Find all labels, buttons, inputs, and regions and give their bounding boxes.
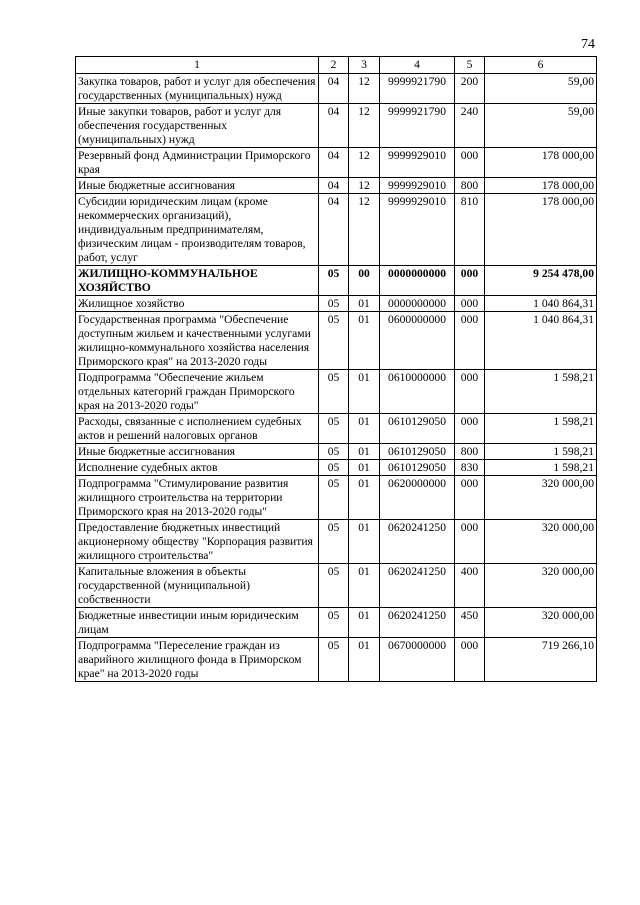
row-section-cell: 04 <box>319 104 349 148</box>
row-amount-cell: 59,00 <box>485 104 597 148</box>
row-amount-cell: 1 040 864,31 <box>485 296 597 312</box>
row-amount-cell: 320 000,00 <box>485 564 597 608</box>
row-name-cell: Исполнение судебных актов <box>76 460 319 476</box>
row-name-cell: ЖИЛИЩНО-КОММУНАЛЬНОЕ ХОЗЯЙСТВО <box>76 266 319 296</box>
row-amount-cell: 320 000,00 <box>485 520 597 564</box>
row-expense-type-cell: 800 <box>455 178 485 194</box>
row-section-cell: 04 <box>319 178 349 194</box>
row-target-article-cell: 0600000000 <box>380 312 455 370</box>
table-header-row <box>76 57 597 74</box>
table-row <box>76 312 597 370</box>
row-target-article-cell: 0610129050 <box>380 460 455 476</box>
row-section-cell: 05 <box>319 460 349 476</box>
table-row <box>76 460 597 476</box>
row-name-cell: Иные бюджетные ассигнования <box>76 444 319 460</box>
row-expense-type-cell: 200 <box>455 74 485 104</box>
table-row <box>76 564 597 608</box>
row-name-cell: Иные бюджетные ассигнования <box>76 178 319 194</box>
row-target-article-cell: 0620000000 <box>380 476 455 520</box>
row-subsection-cell: 01 <box>349 564 380 608</box>
row-section-cell: 05 <box>319 414 349 444</box>
row-amount-cell: 1 598,21 <box>485 460 597 476</box>
row-amount-cell: 320 000,00 <box>485 608 597 638</box>
row-subsection-cell: 01 <box>349 460 380 476</box>
row-target-article-cell: 0620241250 <box>380 520 455 564</box>
row-target-article-cell: 0670000000 <box>380 638 455 682</box>
row-amount-cell: 719 266,10 <box>485 638 597 682</box>
row-name-cell: Подпрограмма "Переселение граждан из аварийного жилищного фонда в Приморском крае" на 2013-2020 годы <box>76 638 319 682</box>
table-row <box>76 148 597 178</box>
row-section-cell: 05 <box>319 638 349 682</box>
row-target-article-cell: 0620241250 <box>380 564 455 608</box>
table-body <box>76 74 597 682</box>
table-row <box>76 194 597 266</box>
row-expense-type-cell: 400 <box>455 564 485 608</box>
column-header: 6 <box>485 57 597 74</box>
budget-table <box>75 56 597 682</box>
table-row <box>76 608 597 638</box>
column-header: 3 <box>349 57 380 74</box>
row-amount-cell: 320 000,00 <box>485 476 597 520</box>
row-expense-type-cell: 450 <box>455 608 485 638</box>
column-header: 4 <box>380 57 455 74</box>
row-subsection-cell: 01 <box>349 370 380 414</box>
table-row <box>76 178 597 194</box>
row-expense-type-cell: 240 <box>455 104 485 148</box>
row-subsection-cell: 12 <box>349 104 380 148</box>
row-amount-cell: 1 040 864,31 <box>485 312 597 370</box>
page-number: 74 <box>581 37 595 52</box>
row-subsection-cell: 01 <box>349 296 380 312</box>
row-section-cell: 05 <box>319 444 349 460</box>
table-row <box>76 296 597 312</box>
row-section-cell: 05 <box>319 370 349 414</box>
table-row <box>76 74 597 104</box>
row-target-article-cell: 0610129050 <box>380 414 455 444</box>
row-name-cell: Предоставление бюджетных инвестиций акционерному обществу "Корпорация развития жилищного строительства" <box>76 520 319 564</box>
row-amount-cell: 1 598,21 <box>485 444 597 460</box>
row-name-cell: Расходы, связанные с исполнением судебных актов и решений налоговых органов <box>76 414 319 444</box>
row-target-article-cell: 0610000000 <box>380 370 455 414</box>
row-name-cell: Субсидии юридическим лицам (кроме некоммерческих организаций), индивидуальным предпринимателям, физическим лицам - производителям товаров, работ, услуг <box>76 194 319 266</box>
row-expense-type-cell: 000 <box>455 476 485 520</box>
row-amount-cell: 178 000,00 <box>485 178 597 194</box>
row-target-article-cell: 0000000000 <box>380 266 455 296</box>
row-name-cell: Подпрограмма "Обеспечение жильем отдельных категорий граждан Приморского края на 2013-2020 годы" <box>76 370 319 414</box>
row-amount-cell: 178 000,00 <box>485 148 597 178</box>
row-target-article-cell: 0000000000 <box>380 296 455 312</box>
row-expense-type-cell: 830 <box>455 460 485 476</box>
row-subsection-cell: 12 <box>349 74 380 104</box>
row-section-cell: 05 <box>319 564 349 608</box>
column-header: 5 <box>455 57 485 74</box>
row-target-article-cell: 9999929010 <box>380 178 455 194</box>
row-section-cell: 05 <box>319 520 349 564</box>
row-expense-type-cell: 000 <box>455 148 485 178</box>
row-subsection-cell: 00 <box>349 266 380 296</box>
row-section-cell: 05 <box>319 476 349 520</box>
row-section-cell: 05 <box>319 608 349 638</box>
row-subsection-cell: 01 <box>349 414 380 444</box>
row-target-article-cell: 0610129050 <box>380 444 455 460</box>
table-row <box>76 266 597 296</box>
row-section-cell: 05 <box>319 312 349 370</box>
row-name-cell: Государственная программа "Обеспечение доступным жильем и качественными услугами жилищно-коммунального хозяйства населения Приморского края" на 2013-2020 годы <box>76 312 319 370</box>
table-row <box>76 638 597 682</box>
row-expense-type-cell: 810 <box>455 194 485 266</box>
row-subsection-cell: 01 <box>349 638 380 682</box>
row-name-cell: Закупка товаров, работ и услуг для обеспечения государственных (муниципальных) нужд <box>76 74 319 104</box>
row-target-article-cell: 0620241250 <box>380 608 455 638</box>
row-amount-cell: 1 598,21 <box>485 370 597 414</box>
row-expense-type-cell: 000 <box>455 266 485 296</box>
row-expense-type-cell: 000 <box>455 638 485 682</box>
row-subsection-cell: 01 <box>349 476 380 520</box>
row-expense-type-cell: 000 <box>455 414 485 444</box>
row-expense-type-cell: 000 <box>455 312 485 370</box>
row-amount-cell: 1 598,21 <box>485 414 597 444</box>
column-header: 1 <box>76 57 319 74</box>
table-row <box>76 104 597 148</box>
row-name-cell: Бюджетные инвестиции иным юридическим лицам <box>76 608 319 638</box>
table-row <box>76 444 597 460</box>
row-name-cell: Подпрограмма "Стимулирование развития жилищного строительства на территории Приморского края на 2013-2020 годы" <box>76 476 319 520</box>
table-row <box>76 520 597 564</box>
row-amount-cell: 178 000,00 <box>485 194 597 266</box>
row-target-article-cell: 9999929010 <box>380 194 455 266</box>
row-section-cell: 04 <box>319 74 349 104</box>
table-row <box>76 476 597 520</box>
row-target-article-cell: 9999921790 <box>380 104 455 148</box>
row-section-cell: 05 <box>319 266 349 296</box>
row-expense-type-cell: 000 <box>455 370 485 414</box>
row-subsection-cell: 01 <box>349 444 380 460</box>
row-subsection-cell: 01 <box>349 520 380 564</box>
row-target-article-cell: 9999929010 <box>380 148 455 178</box>
row-name-cell: Жилищное хозяйство <box>76 296 319 312</box>
table-row <box>76 414 597 444</box>
row-name-cell: Капитальные вложения в объекты государственной (муниципальной) собственности <box>76 564 319 608</box>
row-subsection-cell: 12 <box>349 148 380 178</box>
row-name-cell: Иные закупки товаров, работ и услуг для обеспечения государственных (муниципальных) нужд <box>76 104 319 148</box>
row-section-cell: 04 <box>319 194 349 266</box>
row-target-article-cell: 9999921790 <box>380 74 455 104</box>
row-name-cell: Резервный фонд Администрации Приморского края <box>76 148 319 178</box>
row-subsection-cell: 12 <box>349 194 380 266</box>
row-section-cell: 04 <box>319 148 349 178</box>
row-subsection-cell: 01 <box>349 608 380 638</box>
row-subsection-cell: 01 <box>349 312 380 370</box>
column-header: 2 <box>319 57 349 74</box>
row-amount-cell: 59,00 <box>485 74 597 104</box>
row-expense-type-cell: 000 <box>455 520 485 564</box>
row-subsection-cell: 12 <box>349 178 380 194</box>
row-expense-type-cell: 000 <box>455 296 485 312</box>
row-section-cell: 05 <box>319 296 349 312</box>
row-expense-type-cell: 800 <box>455 444 485 460</box>
table-row <box>76 370 597 414</box>
row-amount-cell: 9 254 478,00 <box>485 266 597 296</box>
